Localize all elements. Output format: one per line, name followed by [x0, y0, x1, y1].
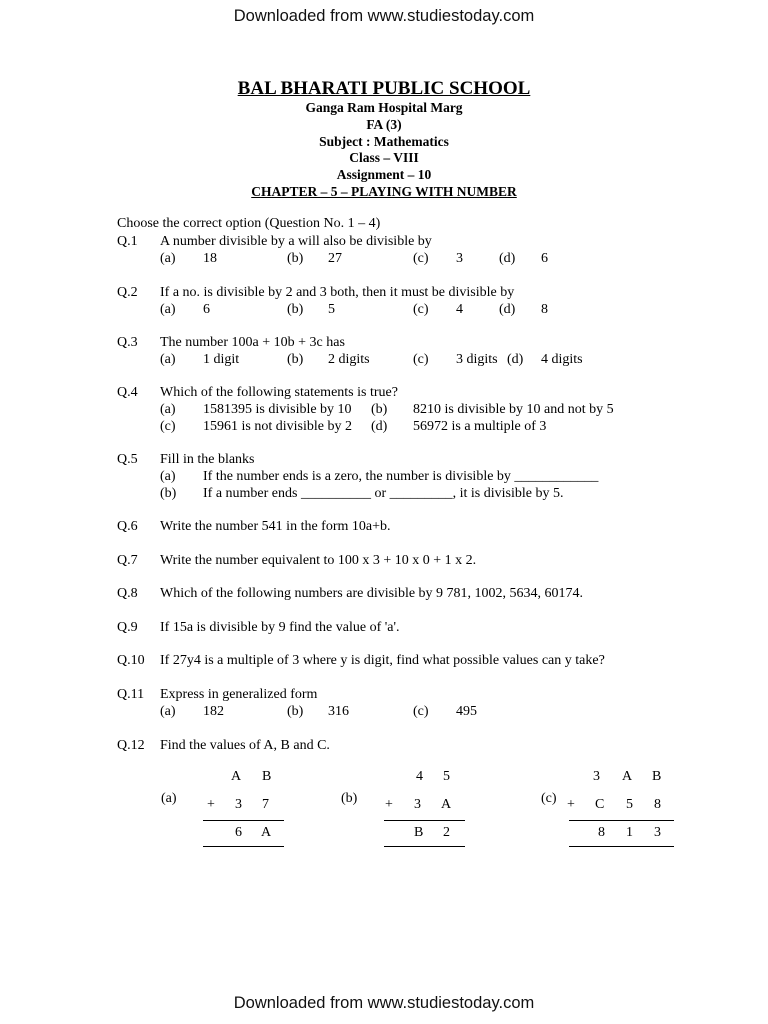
option-label: (c) — [413, 302, 429, 317]
option-label: (b) — [160, 486, 177, 501]
question-number: Q.11 — [117, 687, 145, 702]
question-number: Q.7 — [117, 553, 138, 568]
question-9 — [117, 619, 737, 636]
option-text: 4 — [456, 302, 463, 317]
option-label: (c) — [413, 251, 429, 266]
digit: 3 — [593, 769, 600, 784]
question-text: If 15a is divisible by 9 find the value of 'a'. — [160, 620, 400, 635]
digit: 3 — [654, 825, 661, 840]
option-label: (b) — [287, 704, 304, 719]
option-label: (d) — [371, 419, 388, 434]
option-label: (a) — [160, 251, 176, 266]
sum-rule-bottom — [384, 846, 465, 847]
option-text: 18 — [203, 251, 217, 266]
question-text: A number divisible by a will also be divisible by — [160, 234, 432, 249]
option-text: 8 — [541, 302, 548, 317]
question-number: Q.3 — [117, 335, 138, 350]
plus-sign: + — [207, 797, 215, 812]
question-text: Which of the following statements is true? — [160, 385, 398, 400]
assignment-line: Assignment – 10 — [336, 167, 432, 183]
option-label: (d) — [507, 352, 524, 367]
option-text: 6 — [541, 251, 548, 266]
question-number: Q.12 — [117, 738, 145, 753]
puzzle-label: (b) — [341, 791, 358, 806]
question-text: Express in generalized form — [160, 687, 318, 702]
option-label: (a) — [160, 469, 176, 484]
option-text: 1581395 is divisible by 10 — [203, 402, 352, 417]
digit: 8 — [598, 825, 605, 840]
option-text: 27 — [328, 251, 342, 266]
question-8 — [117, 585, 737, 602]
chapter-title: CHAPTER – 5 – PLAYING WITH NUMBER — [251, 183, 517, 199]
puzzle-label: (a) — [161, 791, 177, 806]
sum-rule-bottom — [569, 846, 674, 847]
assessment-code: FA (3) — [366, 116, 402, 132]
question-text: Fill in the blanks — [160, 452, 255, 467]
question-text: If 27y4 is a multiple of 3 where y is digit, find what possible values can y take? — [160, 653, 605, 668]
option-text: 8210 is divisible by 10 and not by 5 — [413, 402, 614, 417]
question-number: Q.4 — [117, 385, 138, 400]
instruction-text: Choose the correct option (Question No. 1 – 4) — [117, 216, 381, 231]
question-number: Q.10 — [117, 653, 145, 668]
option-text: 182 — [203, 704, 224, 719]
option-text: 3 digits — [456, 352, 498, 367]
question-12 — [117, 737, 737, 754]
option-text: 4 digits — [541, 352, 583, 367]
digit: 1 — [626, 825, 633, 840]
option-label: (b) — [287, 251, 304, 266]
option-label: (a) — [160, 402, 176, 417]
question-number: Q.9 — [117, 620, 138, 635]
option-label: (b) — [287, 352, 304, 367]
option-label: (c) — [413, 704, 429, 719]
option-label: (c) — [160, 419, 176, 434]
question-text: Write the number equivalent to 100 x 3 + 10 x 0 + 1 x 2. — [160, 553, 477, 568]
option-label: (a) — [160, 704, 176, 719]
question-text: Which of the following numbers are divisible by 9 781, 1002, 5634, 60174. — [160, 586, 584, 601]
option-text: 15961 is not divisible by 2 — [203, 419, 352, 434]
school-address: Ganga Ram Hospital Marg — [305, 100, 463, 115]
option-label: (a) — [160, 302, 176, 317]
plus-sign: + — [385, 797, 393, 812]
document-header — [0, 78, 768, 201]
blank-statement: If the number ends is a zero, the number is divisible by ____________ — [203, 469, 599, 484]
question-4 — [117, 384, 737, 435]
puzzle-label: (c) — [541, 791, 557, 806]
digit: 2 — [443, 825, 450, 840]
digit: 5 — [626, 797, 633, 812]
digit: A — [261, 825, 272, 840]
option-label: (d) — [499, 302, 516, 317]
question-5 — [117, 451, 737, 502]
option-label: (c) — [413, 352, 429, 367]
option-text: 2 digits — [328, 352, 370, 367]
question-text: Find the values of A, B and C. — [160, 738, 330, 753]
blank-statement: If a number ends __________ or _________, it is divisible by 5. — [203, 486, 564, 501]
option-text: 1 digit — [203, 352, 240, 367]
bottom-watermark-banner: Downloaded from www.studiestoday.com — [233, 994, 535, 1012]
question-number: Q.2 — [117, 285, 138, 300]
digit: 8 — [654, 797, 661, 812]
option-text: 56972 is a multiple of 3 — [413, 419, 547, 434]
question-text: If a no. is divisible by 2 and 3 both, then it must be divisible by — [160, 285, 515, 300]
top-watermark-banner: Downloaded from www.studiestoday.com — [233, 7, 535, 25]
digit: A — [441, 797, 452, 812]
option-label: (b) — [287, 302, 304, 317]
digit: 4 — [416, 769, 423, 784]
digit: 6 — [235, 825, 242, 840]
school-name: BAL BHARATI PUBLIC SCHOOL — [237, 78, 531, 99]
question-6 — [117, 518, 737, 535]
option-text: 316 — [328, 704, 349, 719]
question-3 — [117, 334, 737, 368]
option-label: (b) — [371, 402, 388, 417]
sum-rule-top — [203, 820, 284, 821]
question-10 — [117, 652, 737, 669]
question-text: Write the number 541 in the form 10a+b. — [160, 519, 391, 534]
question-number: Q.5 — [117, 452, 138, 467]
question-number: Q.6 — [117, 519, 138, 534]
digit: 3 — [414, 797, 421, 812]
question-2 — [117, 284, 737, 318]
digit: 7 — [262, 797, 269, 812]
plus-sign: + — [567, 797, 575, 812]
sum-rule-bottom — [203, 846, 284, 847]
question-11 — [117, 686, 737, 720]
digit: B — [262, 769, 272, 784]
sum-rule-top — [569, 820, 674, 821]
subject-line: Subject : Mathematics — [319, 133, 449, 149]
option-text: 5 — [328, 302, 335, 317]
question-1 — [117, 233, 737, 267]
question-7 — [117, 552, 737, 569]
question-text: The number 100a + 10b + 3c has — [160, 335, 345, 350]
digit: A — [622, 769, 633, 784]
digit: B — [414, 825, 424, 840]
option-label: (d) — [499, 251, 516, 266]
class-line: Class – VIII — [349, 150, 419, 166]
question-number: Q.1 — [117, 234, 138, 249]
option-text: 3 — [456, 251, 463, 266]
option-text: 6 — [203, 302, 210, 317]
question-number: Q.8 — [117, 586, 138, 601]
digit: 5 — [443, 769, 450, 784]
option-text: 495 — [456, 704, 477, 719]
digit: A — [231, 769, 242, 784]
digit: 3 — [235, 797, 242, 812]
option-label: (a) — [160, 352, 176, 367]
digit: C — [595, 797, 605, 812]
digit: B — [652, 769, 662, 784]
sum-rule-top — [384, 820, 465, 821]
